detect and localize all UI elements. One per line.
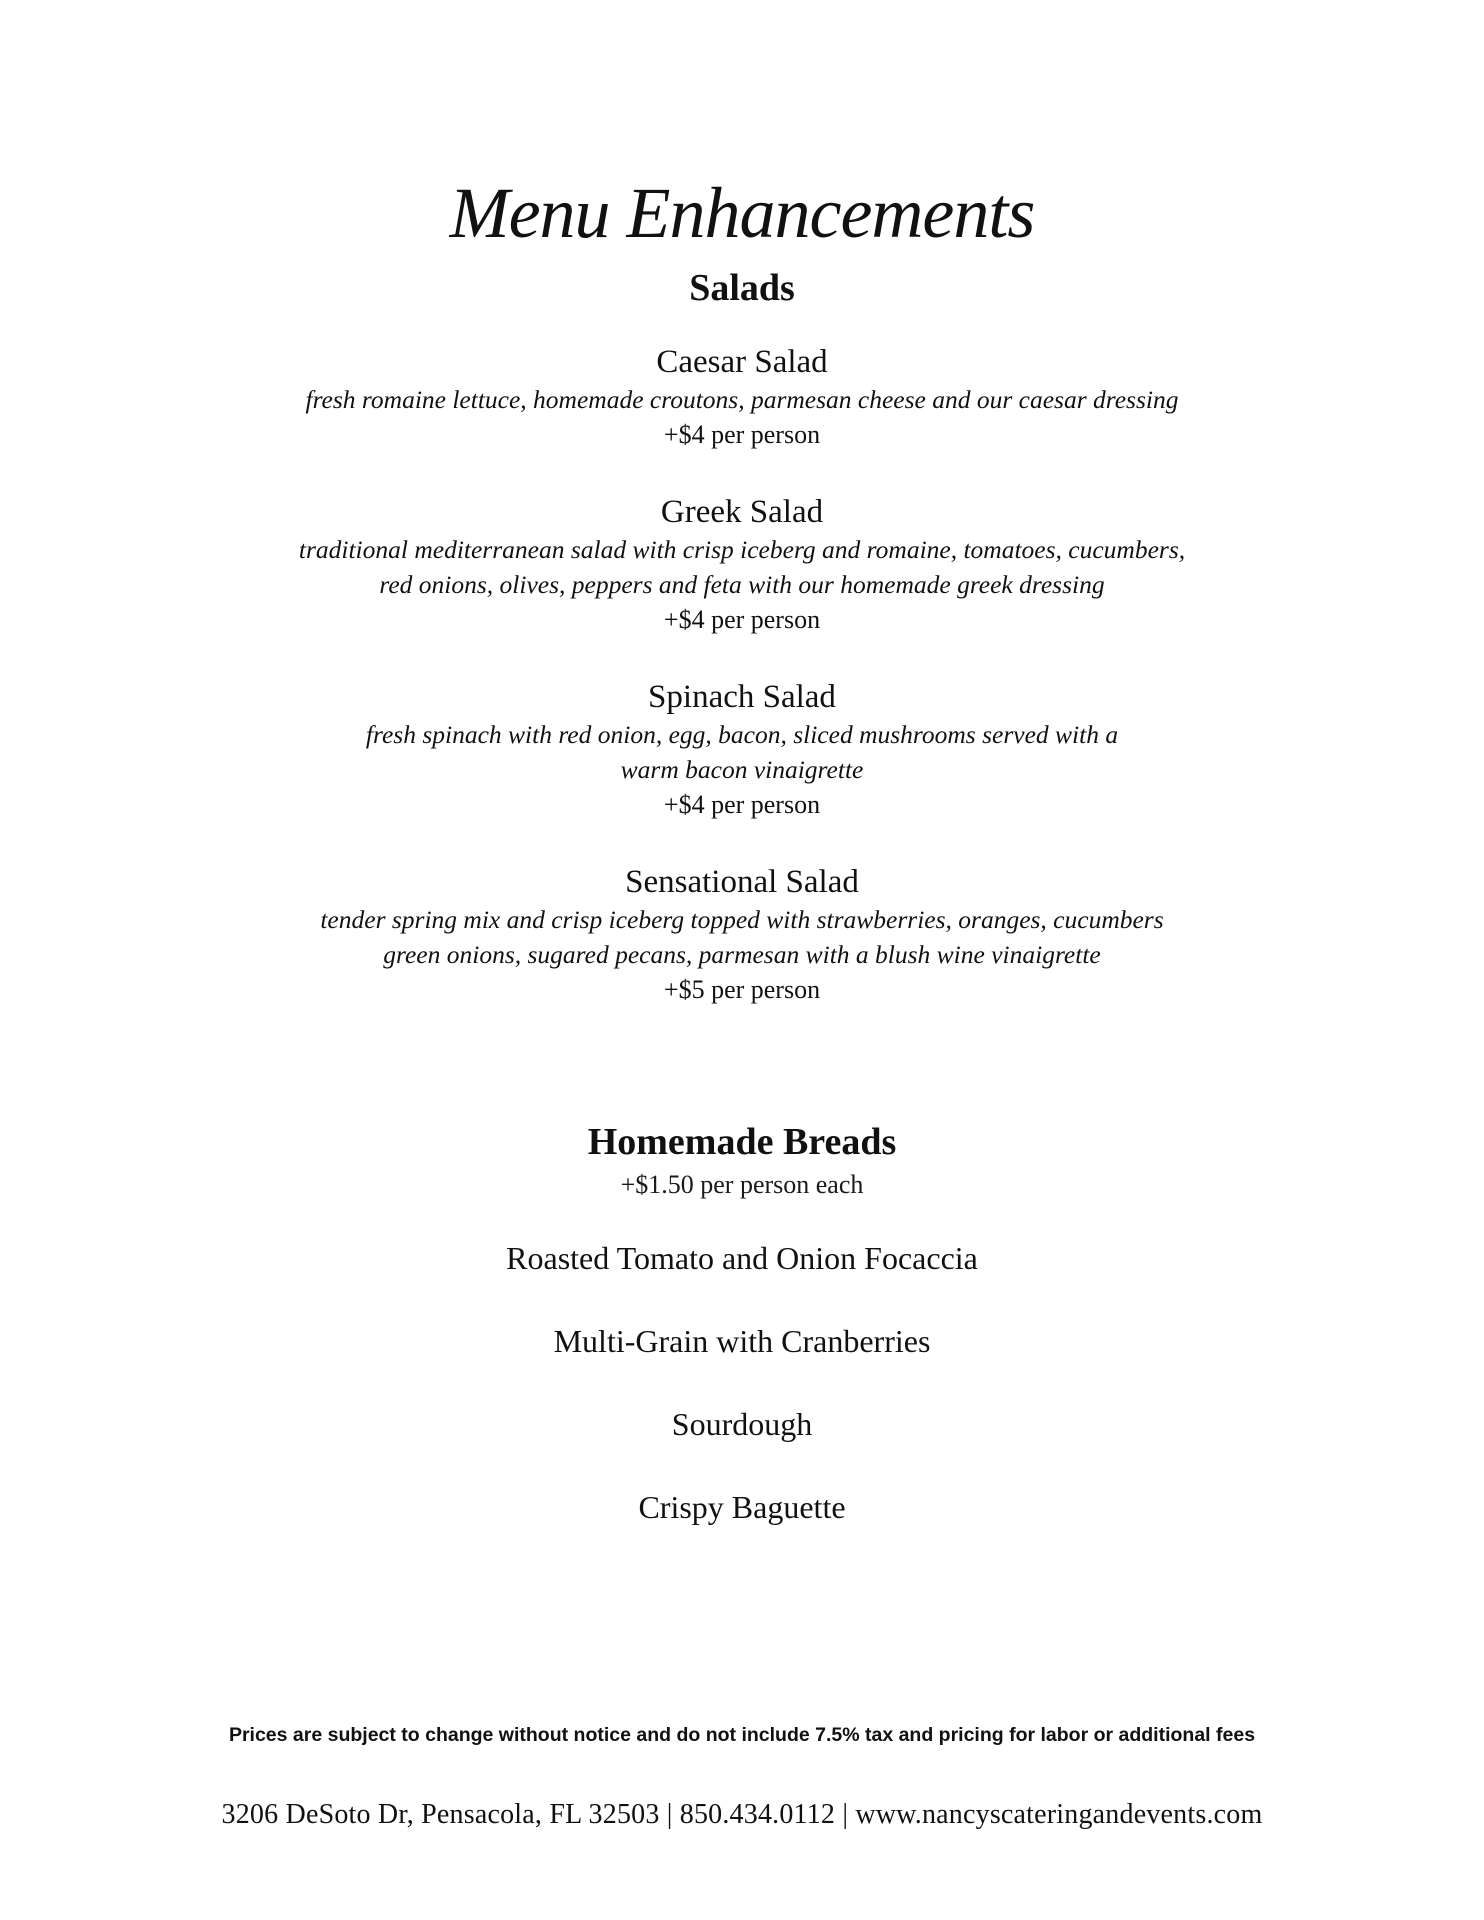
pricing-disclaimer: Prices are subject to change without notice and do not include 7.5% tax and pricing for labor or additional fees [228,1724,1256,1746]
salad-price: +$4 per person [663,790,821,819]
salad-item-greek [0,492,1484,637]
salad-description: green onions, sugared pecans, parmesan with a blush wine vinaigrette [383,940,1101,969]
salad-name: Spinach Salad [648,679,836,715]
salads-heading: Salads [689,267,795,309]
salad-list [0,342,1484,1047]
bread-item: Crispy Baguette [638,1489,846,1525]
salad-description: red onions, olives, peppers and feta with our homemade greek dressing [379,570,1105,599]
bread-item: Multi-Grain with Cranberries [553,1323,931,1359]
salad-item-caesar [0,342,1484,452]
breads-heading: Homemade Breads [587,1121,897,1163]
salad-description: traditional mediterranean salad with crisp iceberg and romaine, tomatoes, cucumbers, [298,535,1186,564]
salad-description: fresh spinach with red onion, egg, bacon, sliced mushrooms served with a [365,720,1119,749]
salad-price: +$5 per person [663,975,821,1004]
salad-name: Greek Salad [660,494,824,530]
bread-list [0,1237,1484,1569]
salad-name: Caesar Salad [656,344,828,380]
salad-item-spinach [0,677,1484,822]
page-title: Menu Enhancements [449,173,1035,253]
salad-description: warm bacon vinaigrette [620,755,864,784]
bread-item: Sourdough [671,1406,813,1442]
salad-item-sensational [0,862,1484,1007]
salad-description: fresh romaine lettuce, homemade croutons, parmesan cheese and our caesar dressing [305,385,1179,414]
salad-description: tender spring mix and crisp iceberg topped with strawberries, oranges, cucumbers [320,905,1164,934]
salad-price: +$4 per person [663,605,821,634]
contact-info: 3206 DeSoto Dr, Pensacola, FL 32503 | 850.434.0112 | www.nancyscateringandevents.com [221,1799,1263,1830]
bread-item: Roasted Tomato and Onion Focaccia [506,1240,978,1276]
salad-name: Sensational Salad [625,864,859,900]
salad-price: +$4 per person [663,420,821,449]
breads-price: +$1.50 per person each [620,1170,864,1199]
